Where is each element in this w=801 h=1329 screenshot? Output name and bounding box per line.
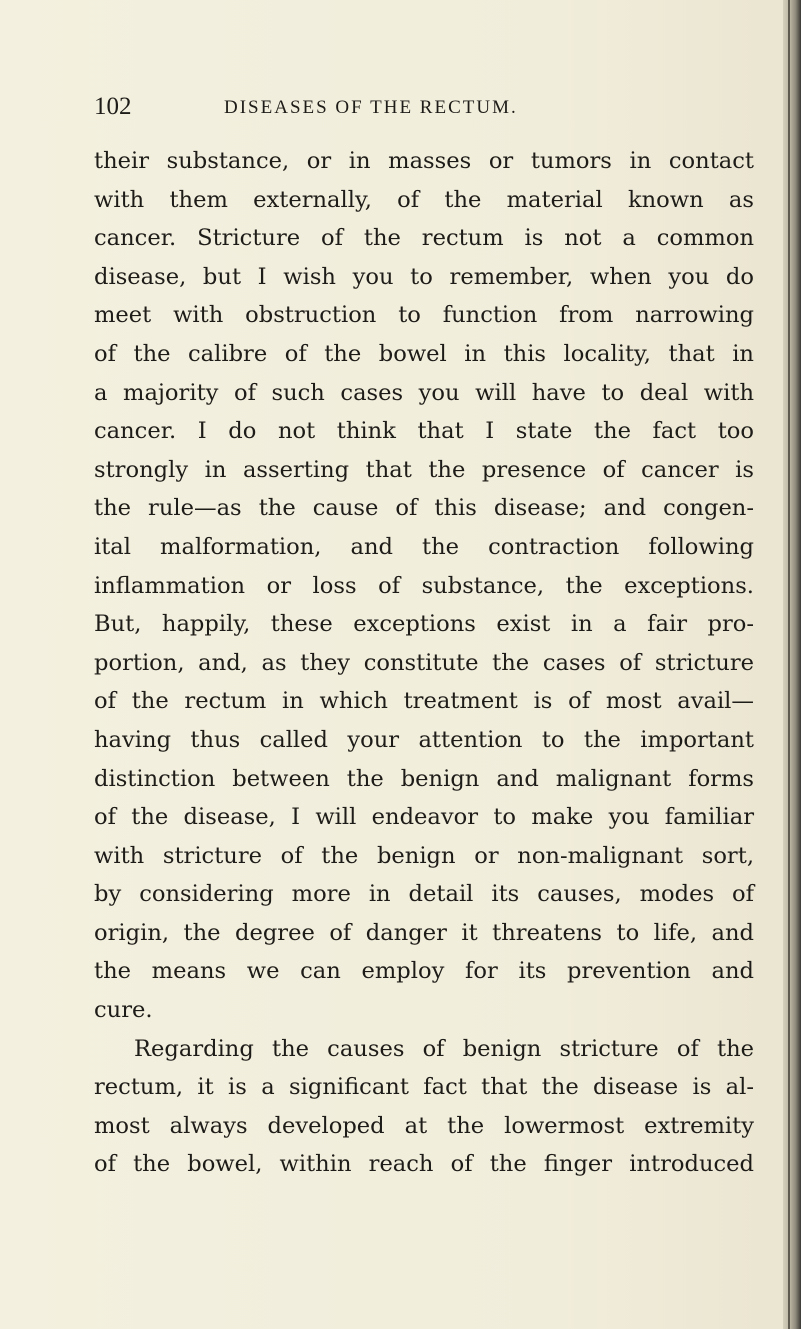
text-line: Regarding the causes of benign stricture of the [134, 1035, 754, 1062]
text-line: with stricture of the benign or non-malignant sort, [94, 842, 754, 869]
text-line: of the calibre of the bowel in this locality, that in [94, 340, 754, 367]
text-line: cancer. I do not think that I state the fact too [94, 418, 754, 445]
text-line: of the rectum in which treatment is of most avail— [94, 688, 754, 715]
text-line: cancer. Stricture of the rectum is not a common [94, 225, 754, 252]
text-line: having thus called your attention to the important [94, 726, 754, 753]
text-line: distinction between the benign and malignant forms [94, 765, 754, 792]
text-line: rectum, it is a significant fact that the disease is al- [94, 1074, 754, 1101]
body-text [94, 142, 754, 1184]
text-line: disease, but I wish you to remember, when you do [94, 263, 754, 290]
text-line: cure. [94, 997, 153, 1024]
text-line: with them externally, of the material known as [94, 186, 754, 213]
page-number: 102 [94, 93, 132, 120]
text-line: portion, and, as they constitute the cases of stricture [94, 649, 754, 676]
text-line: ital malformation, and the contraction following [94, 533, 754, 560]
text-line: meet with obstruction to function from narrowing [94, 302, 754, 329]
text-line: their substance, or in masses or tumors in contact [94, 148, 754, 174]
text-line: most always developed at the lowermost extremity [94, 1112, 754, 1139]
text-line: strongly in asserting that the presence of cancer is [94, 456, 754, 483]
page-edge-shadow [783, 0, 801, 1329]
text-line: inflammation or loss of substance, the exceptions. [94, 572, 754, 599]
text-line: origin, the degree of danger it threatens to life, and [94, 919, 754, 946]
text-line: by considering more in detail its causes, modes of [94, 881, 754, 908]
text-line: the means we can employ for its prevention and [94, 958, 754, 985]
page-header [94, 92, 734, 128]
page-edge-line [788, 0, 790, 1329]
running-head: DISEASES OF THE RECTUM. [224, 97, 518, 118]
text-line: of the bowel, within reach of the finger introduced [94, 1151, 754, 1178]
text-line: the rule—as the cause of this disease; and congen- [94, 495, 754, 522]
text-line: a majority of such cases you will have to deal with [94, 379, 754, 406]
text-line: of the disease, I will endeavor to make you familiar [94, 804, 754, 831]
text-line: But, happily, these exceptions exist in a fair pro- [94, 611, 754, 638]
